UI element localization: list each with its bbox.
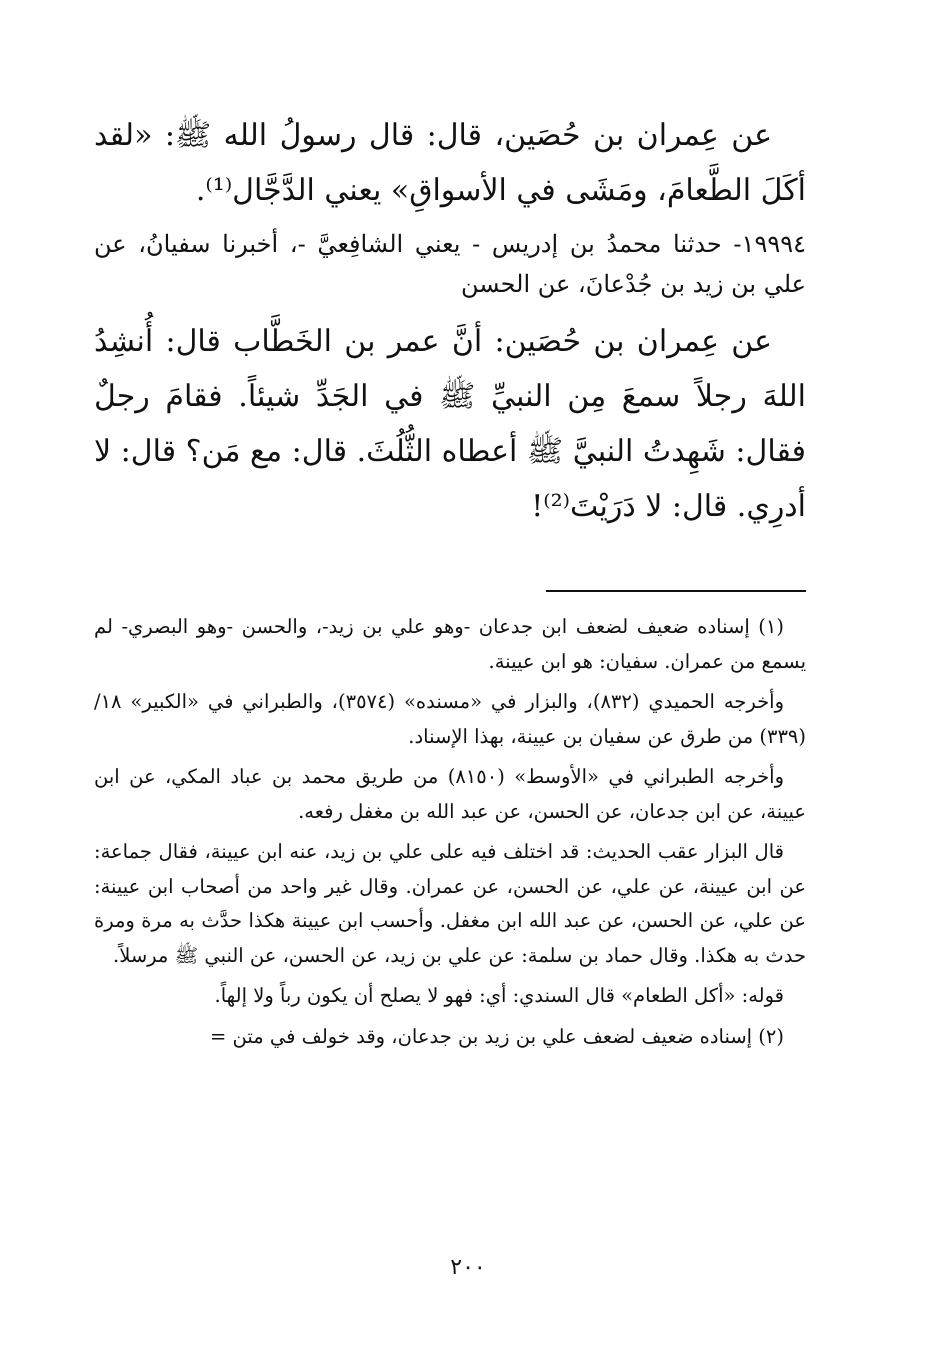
- isnad-chain-content: ١٩٩٩٤- حدثنا محمدُ بن إدريس - يعني الشافِعيَّ -، أخبرنا سفيانُ، عن علي بن زيد بن جُدْعانَ، عن الحسن: [94, 230, 806, 298]
- footnote-separator: [546, 590, 806, 592]
- footnote-2-text: (٢) إسناده ضعيف لضعف علي بن زيد بن جدعان، وقد خولف في متن =: [209, 1024, 784, 1048]
- page-body: [94, 108, 806, 1054]
- hadith-text-1: [94, 108, 806, 218]
- footnote-1-text: (١) إسناده ضعيف لضعف ابن جدعان -وهو علي بن زيد-، والحسن -وهو البصري- لم يسمع من عمران. سفيان: هو ابن عيينة.: [94, 615, 806, 673]
- footnote-1-takhrij-text: وأخرجه الحميدي (٨٣٢)، والبزار في «مسنده» (٣٥٧٤)، والطبراني في «الكبير» ١٨/ (٣٣٩) من طرق عن سفيان بن عيينة، بهذا الإسناد.: [94, 690, 806, 748]
- footnote-1-sindi: [94, 979, 806, 1014]
- footnote-1-bazzar-text: قال البزار عقب الحديث: قد اختلف فيه على علي بن زيد، عنه ابن عيينة، فقال جماعة: عن ابن عيينة، عن علي، عن الحسن، عن عمران. وقال غير واحد من أصحاب ابن عيينة: عن علي، عن الحسن، عن عبد الله ابن مغفل. وأحسب ابن عيينة هكذا حدَّث به مرة ومرة حدث به هكذا. وقال حماد بن سلمة: عن علي بن زيد، عن الحسن، عن النبي ﷺ مرسلاً.: [94, 840, 806, 967]
- page-number: ٢٠٠: [450, 1255, 486, 1280]
- footnote-1-bazzar: [94, 835, 806, 973]
- footnote-1-tabarani: [94, 760, 806, 829]
- hadith-text-2: [94, 314, 806, 534]
- hadith-text-1-content: عن عِمران بن حُصَين، قال: قال رسولُ الله ﷺ: «لقد أكَلَ الطَّعامَ، ومَشَى في الأسواقِ» يعني الدَّجَّال⁽¹⁾.: [94, 118, 806, 208]
- hadith-text-2-content: عن عِمران بن حُصَين: أنَّ عمر بن الخَطَّاب قال: أُنشِدُ اللهَ رجلاً سمعَ مِن النبيِّ ﷺ في الجَدِّ شيئاً. فقامَ رجلٌ فقال: شَهِدتُ النبيَّ ﷺ أعطاه الثُّلُثَ. قال: مع مَن؟ قال: لا أدرِي. قال: لا دَرَيْتَ⁽²⁾!: [94, 324, 806, 524]
- footnote-1: [94, 610, 806, 679]
- footnote-1-tabarani-text: وأخرجه الطبراني في «الأوسط» (٨١٥٠) من طريق محمد بن عباد المكي، عن ابن عيينة، عن ابن جدعان، عن الحسن، عن عبد الله بن مغفل رفعه.: [94, 765, 806, 823]
- footnote-2: [94, 1020, 806, 1055]
- footnote-1-takhrij: [94, 685, 806, 754]
- isnad-chain: [94, 224, 806, 304]
- footnote-1-sindi-text: قوله: «أكل الطعام» قال السندي: أي: فهو لا يصلح أن يكون رباً ولا إلهاً.: [214, 984, 784, 1007]
- footnotes: [94, 610, 806, 1054]
